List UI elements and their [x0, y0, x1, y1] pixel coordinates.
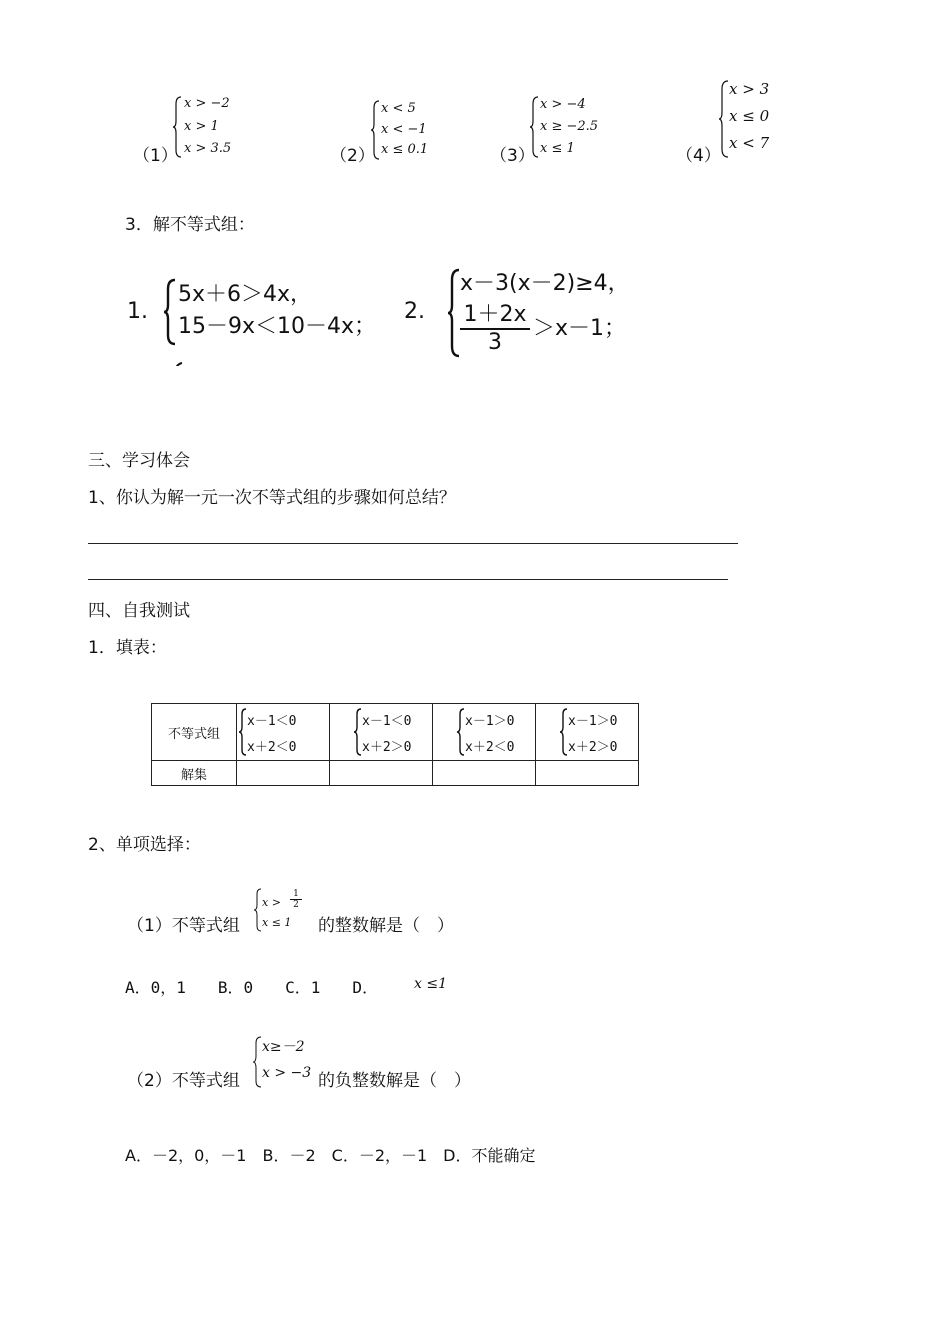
choice-1-options: A．0，1 B．0 C．1 D． — [125, 978, 379, 997]
choice-2-brace — [253, 1036, 262, 1088]
section-3-title: 三、学习体会 — [88, 451, 190, 471]
system-1-label: （1） — [133, 146, 178, 166]
system-3-label: （3） — [490, 146, 535, 166]
q3-p2-line-1: x－3(x－2)≥4， — [460, 271, 630, 296]
table-cell-system-2 — [330, 704, 433, 761]
system-4-line-3: x < 7 — [729, 134, 770, 152]
choice-1-prefix: （1）不等式组 — [127, 916, 240, 936]
choice-2-prefix: （2）不等式组 — [127, 1071, 240, 1091]
q3-p2-label: 2. — [404, 299, 425, 324]
choice-2-suffix: 的负整数解是（ ） — [318, 1071, 471, 1091]
table-system-1-line-1: x－1＜0 — [247, 714, 297, 729]
section-4-question-2: 2、单项选择： — [88, 835, 201, 855]
system-3-brace — [530, 96, 540, 158]
choice-1-fraction — [290, 889, 302, 910]
table-cell-system-1 — [237, 704, 330, 761]
choice-2-sys-line-1: x≥－2 — [262, 1039, 305, 1055]
system-4-label: （4） — [676, 146, 721, 166]
table-solution-cell-2[interactable] — [330, 761, 433, 786]
choice-1-brace — [254, 888, 262, 932]
q3-title: 3．解不等式组： — [125, 215, 255, 235]
table-header-systems: 不等式组 — [152, 704, 237, 761]
choice-1-sys-line-1: x > — [262, 896, 281, 909]
table-cell-system-4 — [536, 704, 639, 761]
choice-1-fraction-den: 2 — [293, 900, 299, 910]
table-solution-cell-4[interactable] — [536, 761, 639, 786]
q3-p2-line-2-rest: ＞x－1； — [533, 316, 627, 341]
system-4-line-2: x ≤ 0 — [729, 107, 770, 125]
section-4-title: 四、自我测试 — [88, 601, 190, 621]
system-2-brace — [371, 100, 381, 160]
q3-p2-fraction — [460, 302, 530, 356]
system-1-brace — [173, 96, 183, 158]
table-system-1-line-2: x＋2＜0 — [247, 740, 297, 755]
table-row-solutions — [152, 761, 639, 786]
table-system-2-line-2: x＋2＞0 — [362, 740, 412, 755]
table-system-3-line-2: x＋2＜0 — [465, 740, 515, 755]
system-2-line-1: x < 5 — [381, 101, 416, 116]
answer-line-2[interactable] — [88, 579, 728, 580]
answer-line-1[interactable] — [88, 543, 738, 544]
section-4-question-1: 1．填表： — [88, 638, 167, 658]
table-solution-cell-3[interactable] — [433, 761, 536, 786]
q3-p1-label: 1. — [127, 299, 148, 324]
system-1-line-1: x > −2 — [184, 96, 230, 111]
system-1-line-2: x > 1 — [184, 119, 219, 134]
choice-1-sys-line-2: x ≤ 1 — [262, 916, 292, 929]
system-2-line-3: x ≤ 0.1 — [381, 142, 429, 157]
choice-2-options: A．－2，0，－1 B．－2 C．－2，－1 D．不能确定 — [125, 1146, 536, 1165]
system-4-line-1: x > 3 — [729, 80, 770, 98]
table-system-4-line-2: x＋2＞0 — [568, 740, 618, 755]
table-solution-cell-1[interactable] — [237, 761, 330, 786]
q3-p2-brace — [447, 268, 461, 358]
table-header-solutions: 解集 — [152, 761, 237, 786]
table-system-4-line-1: x－1＞0 — [568, 714, 618, 729]
choice-1-fraction-num: 1 — [290, 889, 302, 900]
choice-1-suffix: 的整数解是（ ） — [318, 916, 454, 936]
table-system-2-line-1: x－1＜0 — [362, 714, 412, 729]
q3-p1-line-2: 15－9x＜10－4x； — [178, 314, 377, 339]
q3-p1-line-1: 5x＋6＞4x， — [178, 282, 313, 307]
system-2-line-2: x < −1 — [381, 122, 427, 137]
system-1-line-3: x > 3.5 — [184, 141, 232, 156]
system-3-line-1: x > −4 — [540, 97, 586, 112]
system-3-line-2: x ≥ −2.5 — [540, 119, 599, 134]
q3-p2-fraction-den: 3 — [488, 330, 502, 355]
q3-p1-brace — [163, 278, 177, 346]
q3-p2-fraction-num: 1＋2x — [460, 302, 530, 330]
choice-2-sys-line-2: x > −3 — [262, 1065, 312, 1081]
table-cell-system-3 — [433, 704, 536, 761]
q3-clipped-line — [170, 362, 290, 366]
fill-table — [151, 703, 639, 786]
system-3-line-3: x ≤ 1 — [540, 141, 575, 156]
system-2-label: （2） — [330, 146, 375, 166]
choice-1-option-d-value: x ≤1 — [414, 976, 447, 992]
section-3-question-1: 1、你认为解一元一次不等式组的步骤如何总结？ — [88, 488, 456, 508]
table-row-systems — [152, 704, 639, 761]
table-system-3-line-1: x－1＞0 — [465, 714, 515, 729]
